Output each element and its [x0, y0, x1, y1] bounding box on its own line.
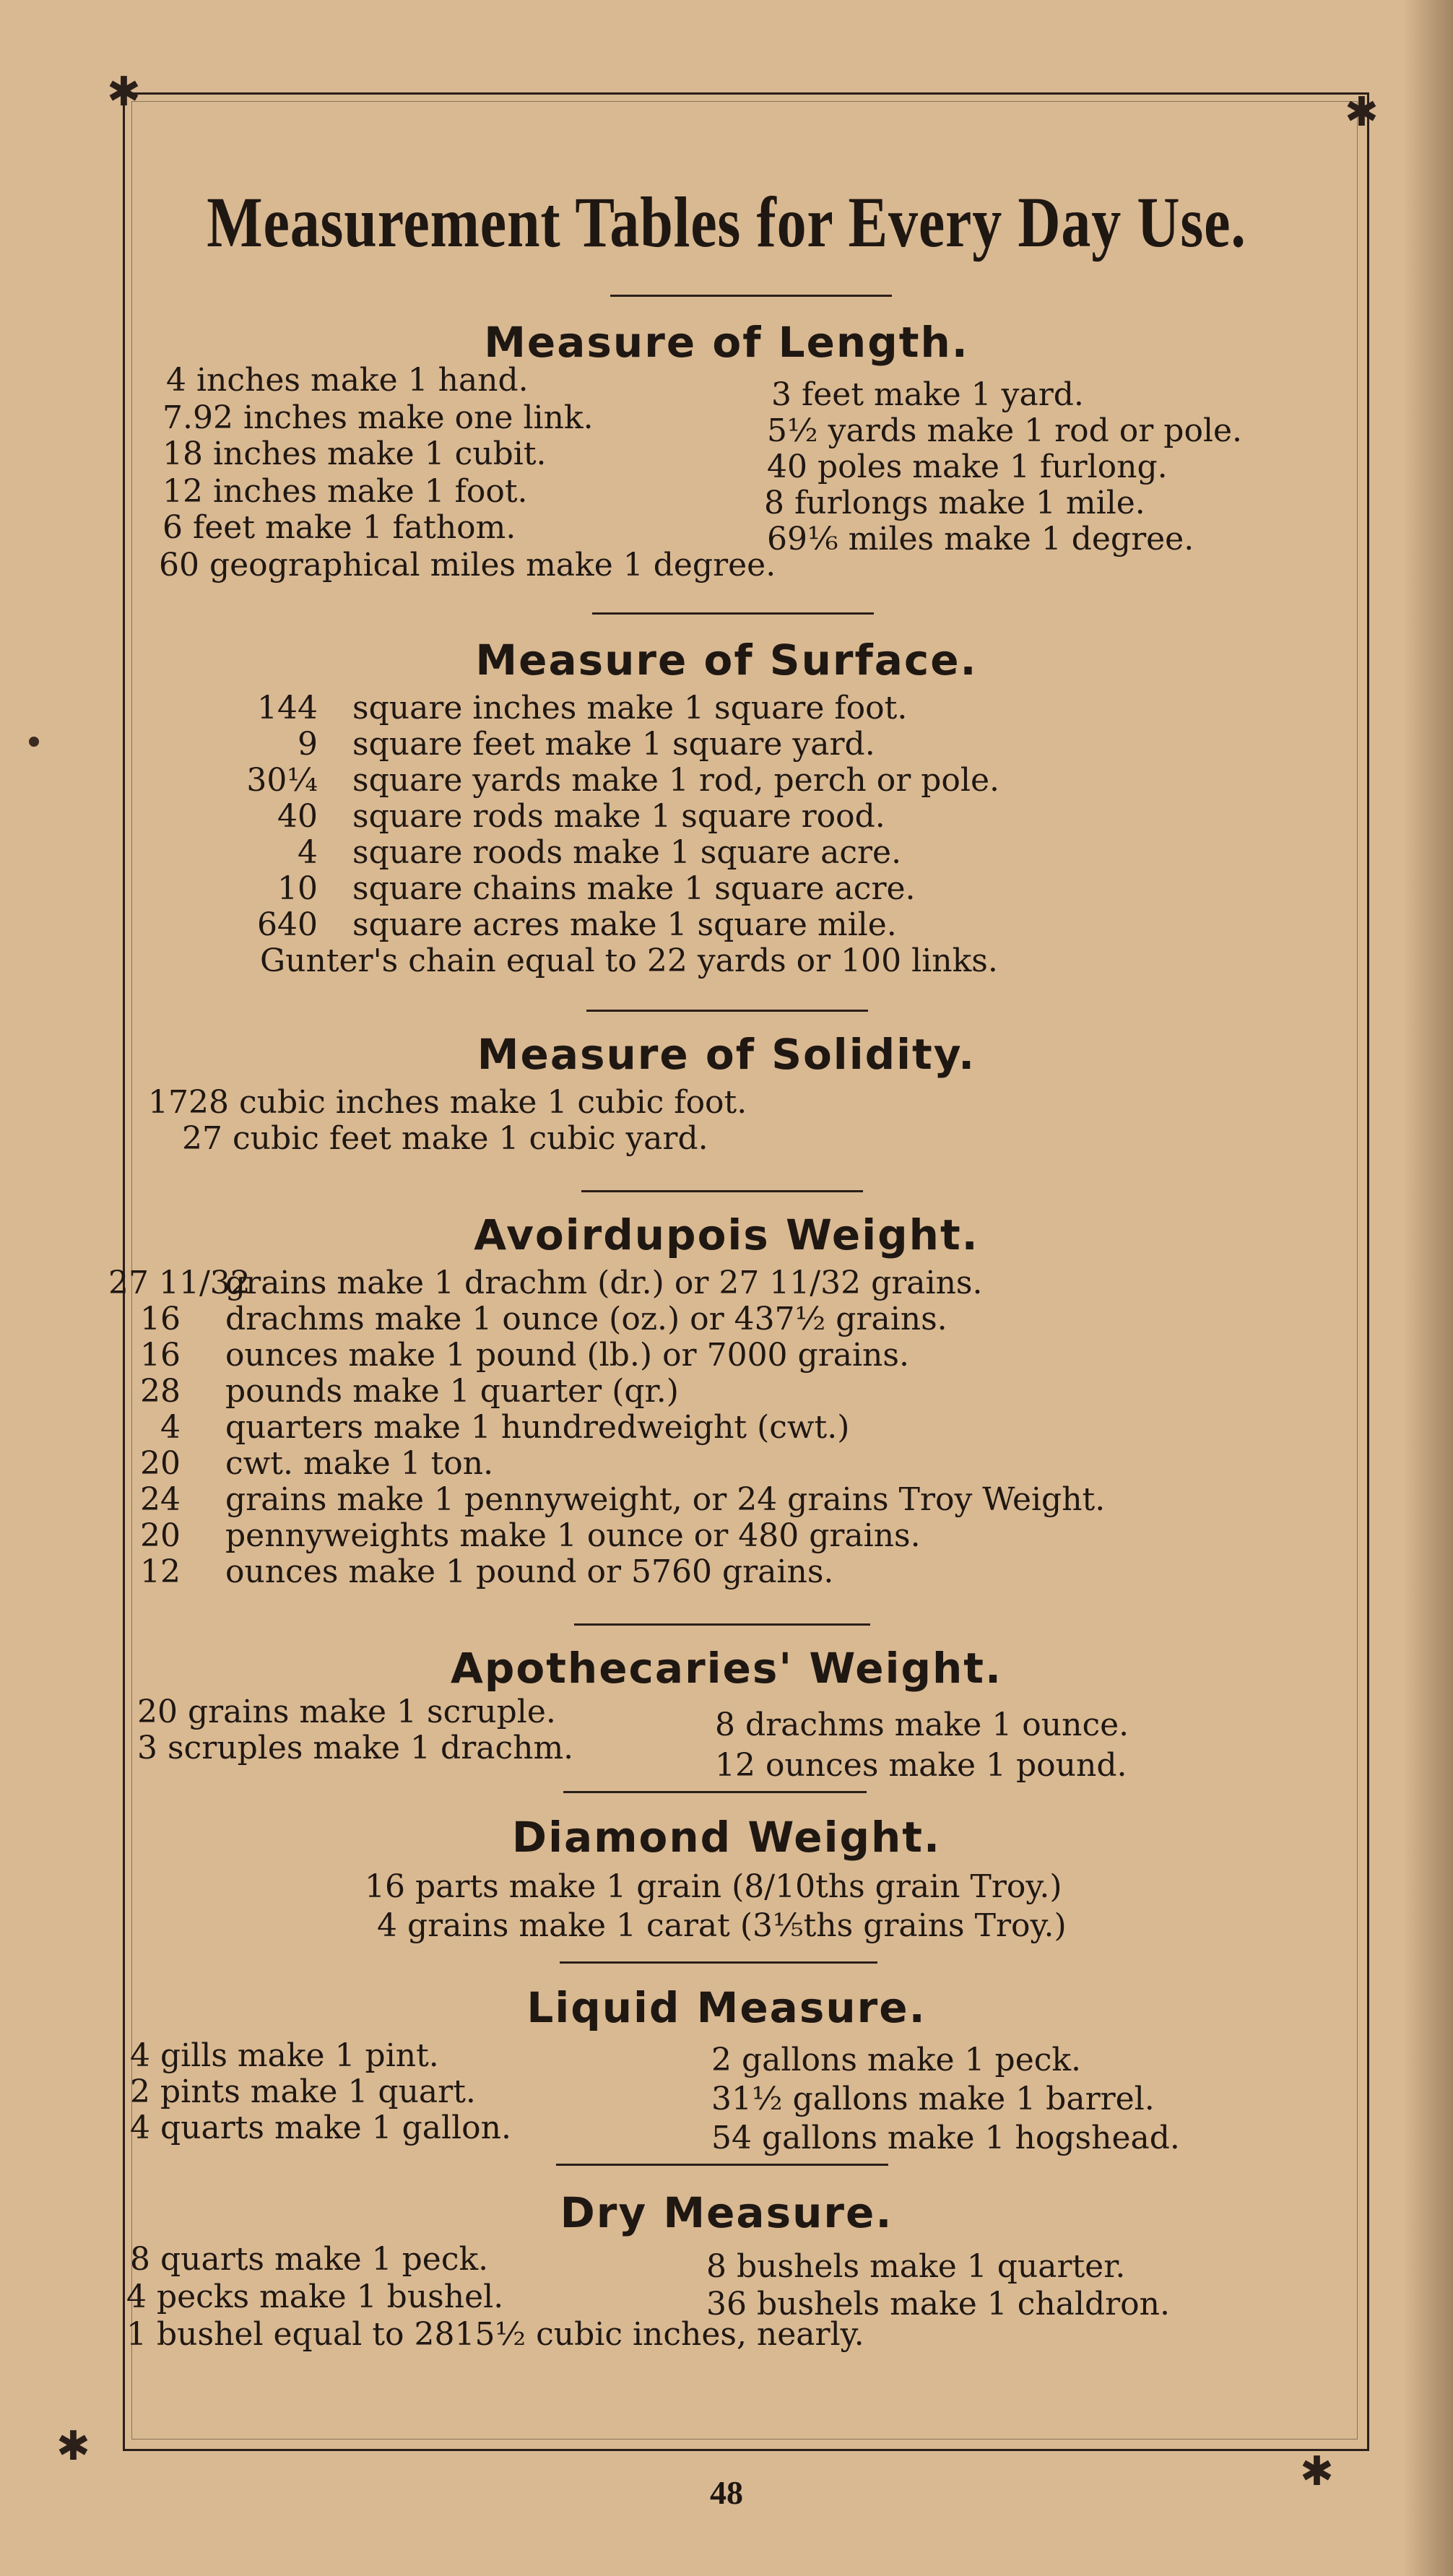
avoirdupois-quantity: 4 [160, 1409, 181, 1446]
page-title: Measurement Tables for Every Day Use. [207, 182, 1246, 262]
length-line: 6 feet make 1 fathom. [162, 509, 516, 546]
length-line: 5½ yards make 1 rod or pole. [767, 412, 1243, 449]
surface-quantity: 640 [257, 906, 318, 943]
section-divider [586, 1010, 868, 1012]
avoirdupois-quantity: 16 [140, 1301, 181, 1337]
section-divider [560, 1961, 877, 1964]
apothecaries-line: 12 ounces make 1 pound. [715, 1747, 1127, 1784]
apothecaries-line: 20 grains make 1 scruple. [137, 1694, 556, 1730]
length-line: 60 geographical miles make 1 degree. [159, 547, 776, 584]
dry-heading: Dry Measure. [560, 2188, 893, 2237]
surface-heading: Measure of Surface. [475, 636, 978, 685]
diamond-line: 16 parts make 1 grain (8/10ths grain Troy.) [365, 1868, 1062, 1905]
length-line: 12 inches make 1 foot. [162, 473, 528, 510]
surface-description: square feet make 1 square yard. [352, 726, 875, 763]
surface-description: square yards make 1 rod, perch or pole. [352, 762, 999, 799]
solidity-line: 1728 cubic inches make 1 cubic foot. [148, 1084, 747, 1121]
liquid-line: 4 quarts make 1 gallon. [130, 2109, 511, 2146]
surface-note: Gunter's chain equal to 22 yards or 100 links. [260, 942, 998, 979]
dry-line: 8 quarts make 1 peck. [130, 2241, 489, 2278]
avoirdupois-quantity: 16 [140, 1337, 181, 1374]
diamond-heading: Diamond Weight. [511, 1813, 942, 1862]
avoirdupois-quantity: 24 [140, 1481, 181, 1518]
length-line: 4 inches make 1 hand. [166, 362, 529, 399]
length-line: 7.92 inches make one link. [162, 399, 594, 436]
surface-description: square inches make 1 square foot. [352, 690, 908, 727]
avoirdupois-description: pennyweights make 1 ounce or 480 grains. [225, 1517, 921, 1554]
length-line: 40 poles make 1 furlong. [767, 448, 1168, 485]
corner-ornament-bottom-right-icon: ✱ [1300, 2448, 1334, 2495]
length-line: 3 feet make 1 yard. [771, 376, 1084, 413]
surface-quantity: 144 [257, 690, 318, 727]
corner-ornament-bottom-left-icon: ✱ [56, 2423, 90, 2470]
section-divider [574, 1623, 870, 1626]
avoirdupois-description: quarters make 1 hundredweight (cwt.) [225, 1409, 850, 1446]
avoirdupois-description: ounces make 1 pound (lb.) or 7000 grains. [225, 1337, 909, 1374]
dry-note: 1 bushel equal to 2815½ cubic inches, nearly. [126, 2316, 864, 2353]
dry-line: 36 bushels make 1 chaldron. [706, 2286, 1170, 2323]
section-divider [581, 1190, 863, 1192]
avoirdupois-quantity: 20 [140, 1517, 181, 1554]
avoirdupois-description: grains make 1 drachm (dr.) or 27 11/32 grains. [225, 1265, 983, 1301]
section-divider [610, 295, 892, 297]
length-heading: Measure of Length. [484, 318, 969, 367]
length-line: 8 furlongs make 1 mile. [764, 485, 1145, 521]
surface-quantity: 40 [277, 798, 318, 835]
corner-ornament-top-left-icon: ✱ [107, 69, 141, 116]
apothecaries-line: 3 scruples make 1 drachm. [137, 1730, 574, 1766]
surface-description: square rods make 1 square rood. [352, 798, 885, 835]
solidity-line: 27 cubic feet make 1 cubic yard. [182, 1120, 708, 1157]
length-line: 69⅙ miles make 1 degree. [767, 521, 1194, 558]
page-spot [29, 737, 39, 747]
dry-line: 8 bushels make 1 quarter. [706, 2248, 1126, 2285]
avoirdupois-description: ounces make 1 pound or 5760 grains. [225, 1553, 834, 1590]
liquid-line: 2 gallons make 1 peck. [711, 2042, 1082, 2078]
solidity-heading: Measure of Solidity. [477, 1030, 976, 1079]
liquid-line: 2 pints make 1 quart. [130, 2073, 476, 2110]
surface-quantity: 10 [277, 870, 318, 907]
page-number: 48 [710, 2474, 743, 2511]
liquid-line: 54 gallons make 1 hogshead. [711, 2120, 1180, 2156]
avoirdupois-description: cwt. make 1 ton. [225, 1445, 494, 1482]
avoirdupois-description: pounds make 1 quarter (qr.) [225, 1373, 679, 1410]
surface-quantity: 4 [298, 834, 318, 871]
liquid-heading: Liquid Measure. [526, 1983, 927, 2032]
length-line: 18 inches make 1 cubit. [162, 435, 547, 472]
avoirdupois-quantity: 27 11/32 [108, 1265, 251, 1301]
surface-quantity: 30¼ [246, 762, 318, 799]
liquid-line: 31½ gallons make 1 barrel. [711, 2081, 1155, 2117]
avoirdupois-description: grains make 1 pennyweight, or 24 grains Troy Weight. [225, 1481, 1106, 1518]
section-divider [563, 1791, 867, 1793]
avoirdupois-quantity: 20 [140, 1445, 181, 1482]
dry-line: 4 pecks make 1 bushel. [126, 2278, 504, 2315]
corner-ornament-top-right-icon: ✱ [1345, 89, 1379, 136]
surface-description: square chains make 1 square acre. [352, 870, 916, 907]
liquid-line: 4 gills make 1 pint. [130, 2037, 439, 2074]
apothecaries-heading: Apothecaries' Weight. [450, 1644, 1003, 1693]
apothecaries-line: 8 drachms make 1 ounce. [715, 1707, 1129, 1743]
diamond-line: 4 grains make 1 carat (3⅕ths grains Troy.) [377, 1907, 1067, 1944]
surface-description: square roods make 1 square acre. [352, 834, 902, 871]
avoirdupois-quantity: 28 [140, 1373, 181, 1410]
surface-quantity: 9 [298, 726, 318, 763]
section-divider [556, 2164, 888, 2166]
avoirdupois-heading: Avoirdupois Weight. [474, 1210, 979, 1259]
section-divider [592, 612, 874, 615]
surface-description: square acres make 1 square mile. [352, 906, 897, 943]
avoirdupois-quantity: 12 [140, 1553, 181, 1590]
avoirdupois-description: drachms make 1 ounce (oz.) or 437½ grains. [225, 1301, 947, 1337]
